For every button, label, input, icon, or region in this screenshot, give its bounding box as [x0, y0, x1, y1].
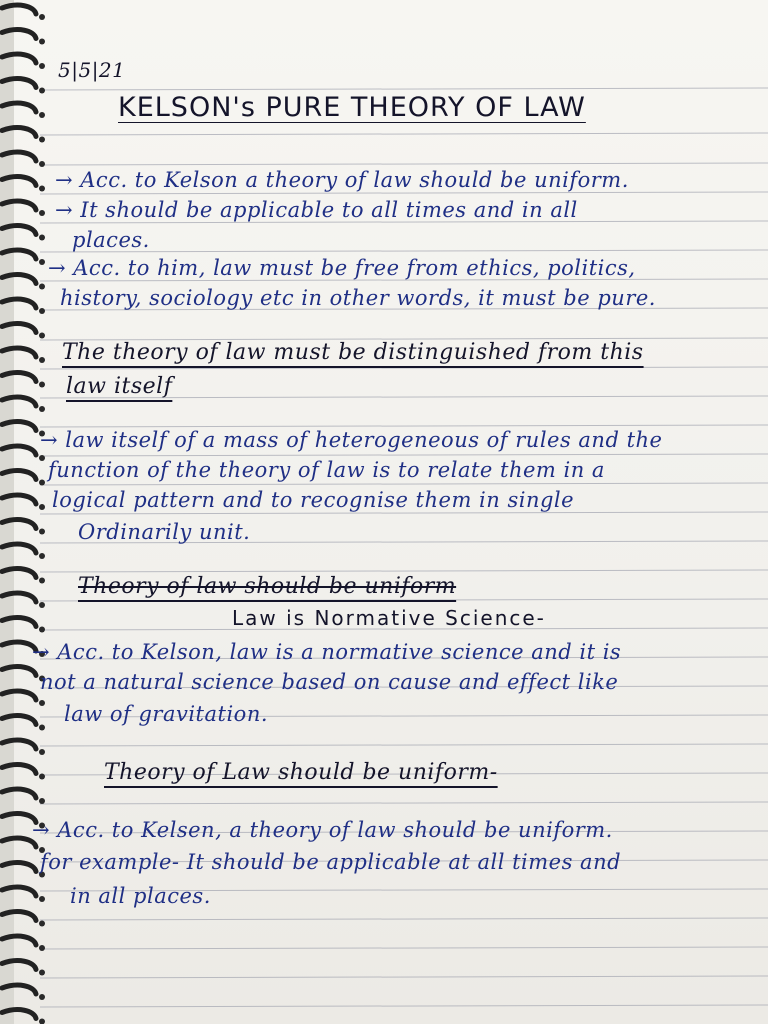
note-line: history, sociology etc in other words, it must be pure. [60, 286, 656, 310]
note-line: law of gravitation. [64, 702, 269, 726]
note-line: → It should be applicable to all times and in all [55, 198, 578, 222]
punch-hole [39, 357, 45, 363]
punch-hole [39, 774, 45, 780]
punch-hole [39, 161, 45, 167]
punch-hole [39, 284, 45, 290]
punch-hole [39, 798, 45, 804]
punch-hole [39, 578, 45, 584]
punch-hole [39, 137, 45, 143]
punch-hole [39, 970, 45, 976]
punch-hole [39, 480, 45, 486]
note-line: → Acc. to Kelson a theory of law should be uniform. [55, 168, 629, 192]
punch-hole [39, 627, 45, 633]
punch-hole [39, 210, 45, 216]
note-line: in all places. [70, 884, 211, 908]
punch-hole [39, 725, 45, 731]
note-line: logical pattern and to recognise them in single [52, 488, 575, 512]
struck-heading: Theory of law should be uniform [78, 574, 457, 599]
punch-hole [39, 39, 45, 45]
section-heading: The theory of law must be distinguished from this [62, 340, 644, 365]
punch-hole [39, 700, 45, 706]
punch-hole [39, 945, 45, 951]
punch-hole [39, 994, 45, 1000]
section-heading: law itself [66, 374, 173, 399]
punch-hole [39, 529, 45, 535]
punch-hole [39, 382, 45, 388]
punch-hole [39, 308, 45, 314]
punch-hole [39, 1019, 45, 1024]
punch-hole [39, 112, 45, 118]
note-line: → Acc. to Kelson, law is a normative science and it is [32, 640, 622, 664]
date: 5|5|21 [58, 58, 126, 82]
note-line: → Acc. to him, law must be free from ethics, politics, [48, 256, 636, 280]
punch-hole [39, 186, 45, 192]
punch-hole [39, 455, 45, 461]
note-line: Ordinarily unit. [78, 520, 251, 544]
note-line: → law itself of a mass of heterogeneous of rules and the [40, 428, 663, 452]
punch-hole [39, 259, 45, 265]
note-line: not a natural science based on cause and effect like [40, 670, 619, 694]
punch-hole [39, 896, 45, 902]
punch-hole [39, 602, 45, 608]
section-heading: Theory of Law should be uniform- [104, 760, 498, 785]
note-line: function of the theory of law is to relate them in a [48, 458, 605, 482]
punch-hole [39, 88, 45, 94]
punch-hole [39, 63, 45, 69]
punch-hole [39, 553, 45, 559]
punch-hole [39, 14, 45, 20]
note-line: → Acc. to Kelsen, a theory of law should be uniform. [32, 818, 613, 842]
punch-hole [39, 921, 45, 927]
section-heading: Law is Normative Science- [232, 606, 546, 630]
page-title: KELSON's PURE THEORY OF LAW [118, 92, 586, 123]
punch-hole [39, 406, 45, 412]
note-line: places. [72, 228, 150, 252]
punch-hole [39, 749, 45, 755]
punch-hole [39, 333, 45, 339]
note-line: for example- It should be applicable at all times and [40, 850, 622, 874]
punch-hole [39, 504, 45, 510]
punch-hole [39, 235, 45, 241]
